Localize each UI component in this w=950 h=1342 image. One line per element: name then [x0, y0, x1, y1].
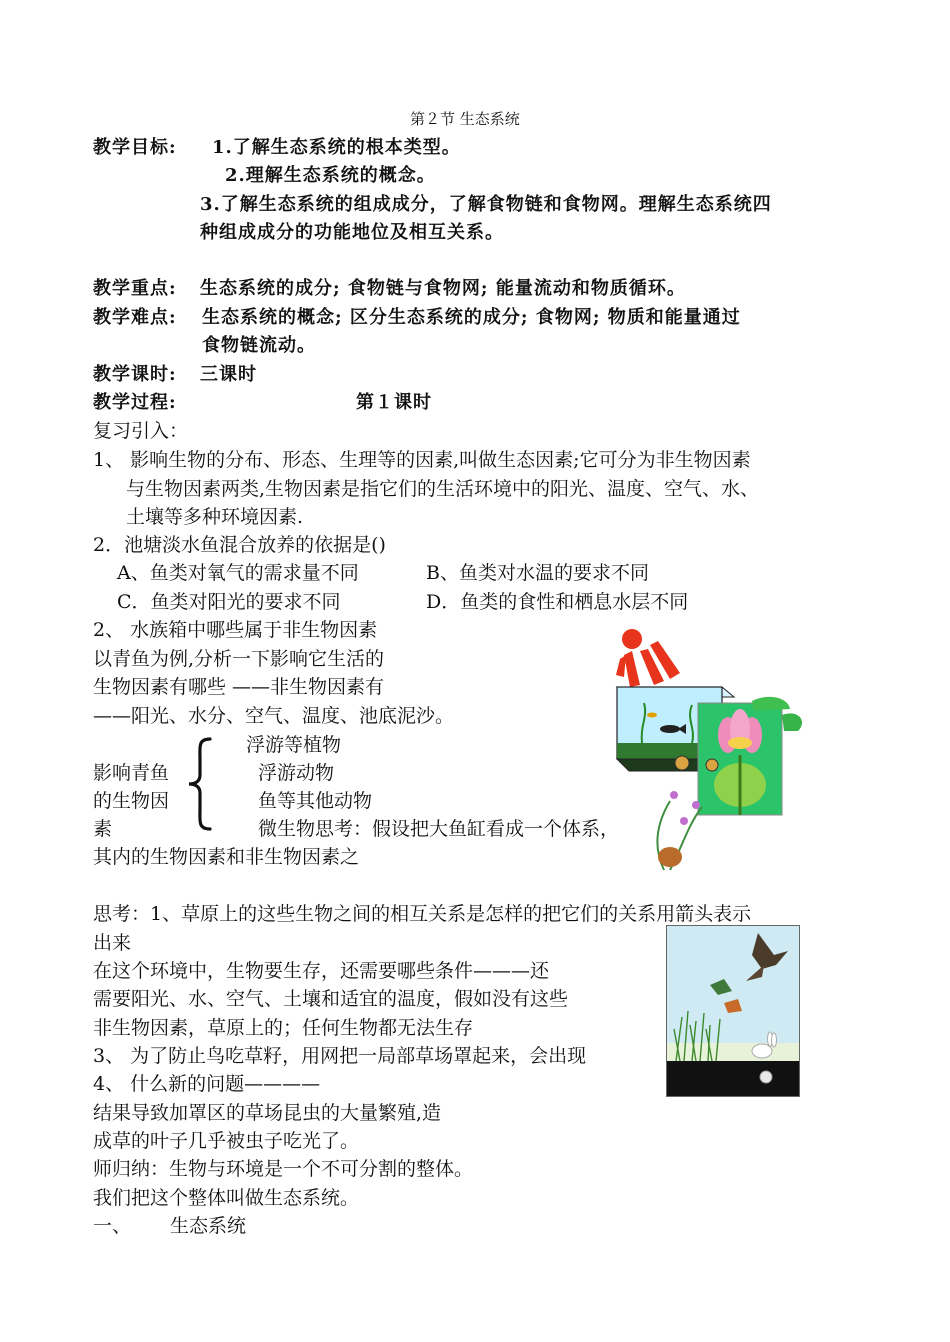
- difficulties-label: 教学难点:: [93, 307, 177, 328]
- biotic-item-2: 浮游动物: [258, 762, 335, 784]
- biotic-item-3: 鱼等其他动物: [258, 790, 373, 812]
- think-line10: 师归纳：生物与环境是一个不可分割的整体。: [93, 1158, 474, 1180]
- hours-text: 三课时: [200, 364, 257, 385]
- curly-brace-icon: [186, 737, 214, 831]
- objectives-label: 教学目标:: [93, 137, 177, 158]
- biotic-group-label-3: 素: [93, 818, 113, 840]
- review-option-a: A、鱼类对氧气的需求量不同: [117, 562, 359, 584]
- aquarium-line5: 其内的生物因素和非生物因素之: [93, 846, 360, 868]
- review-option-c: C．鱼类对阳光的要求不同: [117, 591, 341, 613]
- aquarium-line3: 生物因素有哪些 ——非生物因素有: [93, 676, 385, 698]
- biotic-group-label-1: 影响青鱼: [93, 762, 170, 784]
- think-line5: 非生物因素，草原上的；任何生物都无法生存: [93, 1017, 474, 1039]
- think-line3: 在这个环境中，生物要生存，还需要哪些条件———还: [93, 960, 550, 982]
- keypoints-text: 生态系统的成分; 食物链与食物网; 能量流动和物质循环。: [200, 278, 686, 299]
- objective-3-line2: 种组成成分的功能地位及相互关系。: [200, 222, 504, 243]
- think-line6: 3、 为了防止鸟吃草籽，用网把一局部草场罩起来，会出现: [93, 1045, 587, 1067]
- think-line1: 思考：1、草原上的这些生物之间的相互关系是怎样的把它们的关系用箭头表示: [93, 903, 752, 925]
- review-q1-line2: 与生物因素两类,生物因素是指它们的生活环境中的阳光、温度、空气、水、: [126, 478, 760, 500]
- objective-1: 1.了解生态系统的根本类型。: [212, 137, 461, 158]
- aquarium-line4: ——阳光、水分、空气、温度、池底泥沙。: [93, 705, 455, 727]
- objective-2: 2.理解生态系统的概念。: [225, 165, 436, 186]
- difficulties-line1: 生态系统的概念; 区分生态系统的成分; 食物网; 物质和能量通过: [202, 307, 741, 328]
- aquarium-line2: 以青鱼为例,分析一下影响它生活的: [93, 648, 385, 670]
- aquarium-lotus-illustration: [612, 625, 812, 870]
- think-line7: 4、 什么新的问题————: [93, 1073, 321, 1095]
- think-line8: 结果导致加罩区的草场昆虫的大量繁殖,造: [93, 1102, 442, 1124]
- lesson-label: 第１课时: [356, 392, 432, 413]
- think-line11: 我们把这个整体叫做生态系统。: [93, 1187, 360, 1209]
- section-number: 一、: [93, 1215, 132, 1237]
- hours-label: 教学课时:: [93, 364, 177, 385]
- page-title: 第２节 生态系统: [410, 110, 520, 128]
- review-option-b: B、鱼类对水温的要求不同: [426, 562, 649, 584]
- review-q1-line1: 1、 影响生物的分布、形态、生理等的因素,叫做生态因素;它可分为非生物因素: [93, 449, 751, 471]
- review-q1-line3: 土壤等多种环境因素.: [126, 506, 304, 528]
- aquarium-line1: 2、 水族箱中哪些属于非生物因素: [93, 619, 378, 641]
- think-line4: 需要阳光、水、空气、土壤和适宜的温度，假如没有这些: [93, 988, 569, 1010]
- objective-3-line1: 3.了解生态系统的组成成分，了解食物链和食物网。理解生态系统四: [200, 194, 772, 215]
- biotic-item-4: 微生物思考：假设把大鱼缸看成一个体系，: [258, 818, 620, 840]
- process-label: 教学过程:: [93, 392, 177, 413]
- review-q2: 2．池塘淡水鱼混合放养的依据是(): [93, 534, 386, 556]
- section-heading: 生态系统: [170, 1215, 247, 1237]
- think-line9: 成草的叶子几乎被虫子吃光了。: [93, 1130, 360, 1152]
- biotic-item-1: 浮游等植物: [246, 734, 342, 756]
- biotic-group-label-2: 的生物因: [93, 790, 170, 812]
- think-line2: 出来: [93, 932, 132, 954]
- grassland-birds-illustration: [666, 925, 800, 1097]
- review-option-d: D．鱼类的食性和栖息水层不同: [426, 591, 689, 613]
- keypoints-label: 教学重点:: [93, 278, 177, 299]
- difficulties-line2: 食物链流动。: [202, 335, 316, 356]
- review-heading: 复习引入：: [93, 420, 189, 442]
